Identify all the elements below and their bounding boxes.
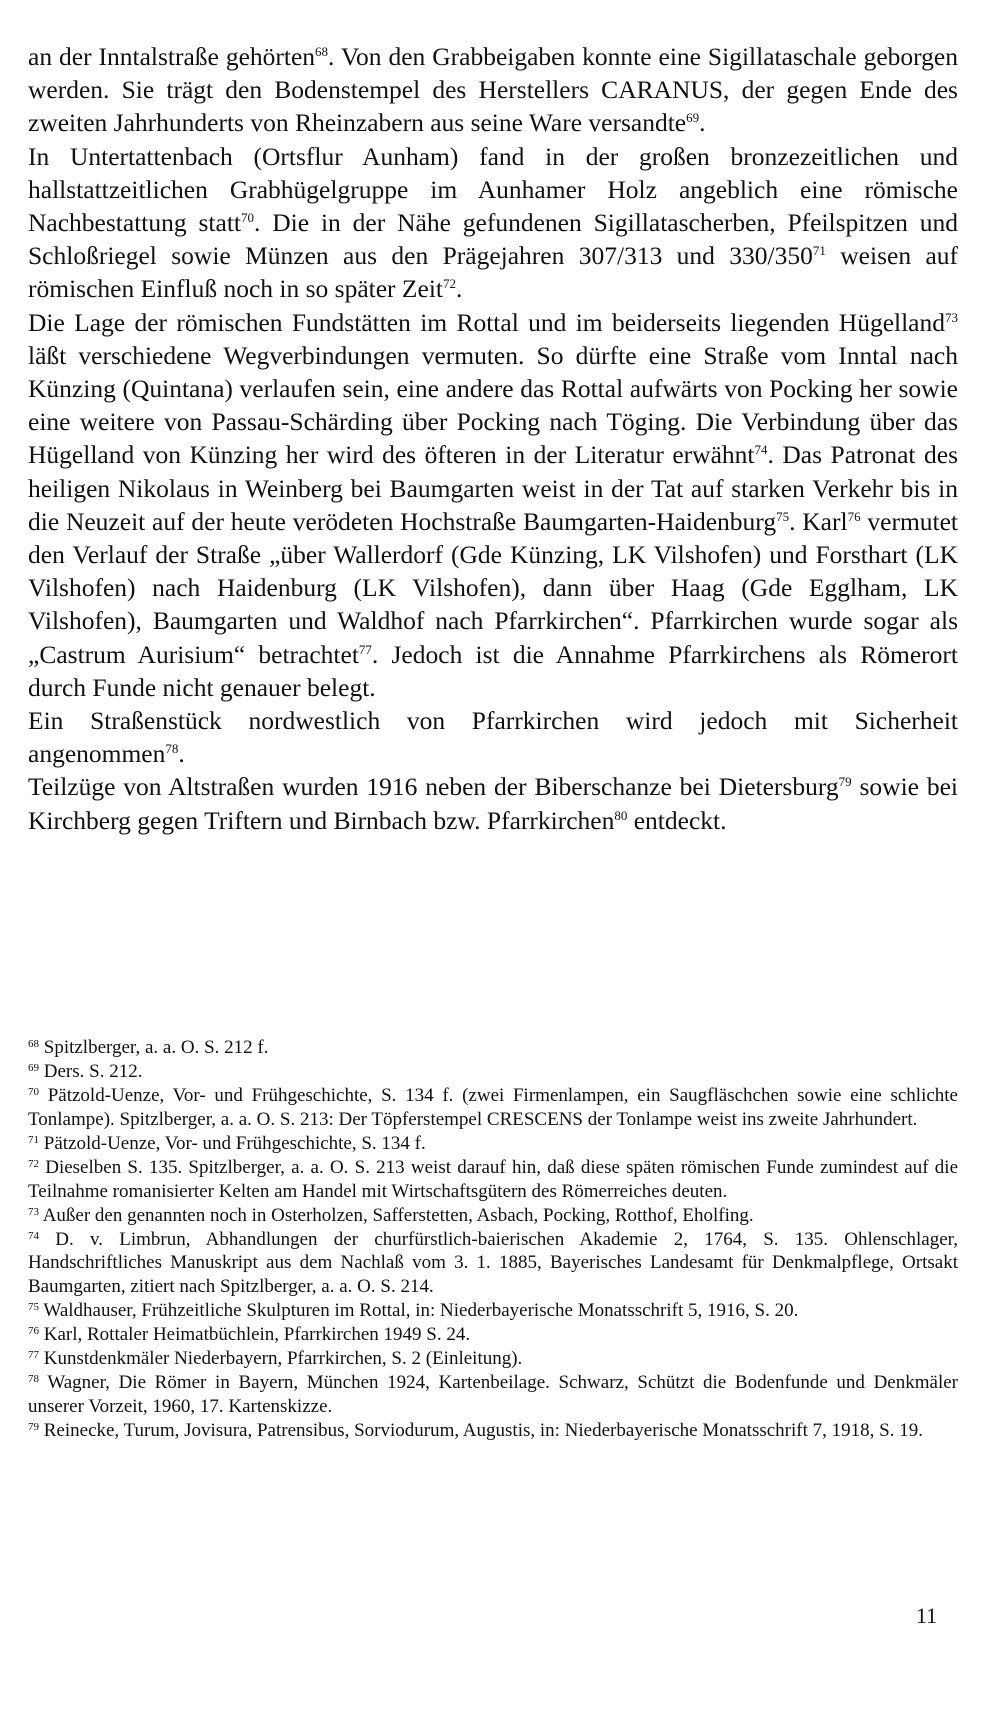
text-segment: . [178,739,185,769]
footnote-text: Spitzlberger, a. a. O. S. 212 f. [39,1037,269,1058]
footnote-reference: 68 [315,44,329,59]
footnote-text: Karl, Rottaler Heimatbüchlein, Pfarrkirchen 1949 S. 24. [39,1324,471,1346]
footnotes [28,1036,958,1443]
text-segment: . Das Patronat des heiligen Nikolaus in Weinberg bei Baumgarten weist in der Tat auf starken Verkehr bis in die Neuzeit auf der heute verödeten Hochstraße Baumgarten-Haidenburg [28,440,958,536]
footnote-number: 70 [28,1086,39,1099]
text-segment: . [699,108,706,138]
footnote-number: 71 [28,1133,39,1146]
footnote-reference: 73 [945,309,958,325]
body-paragraph [28,40,958,140]
footnote-text: Wagner, Die Römer in Bayern, München 1924, Kartenbeilage. Schwarz, Schützt die Bodenfunde und Denkmäler unserer Vorzeit, 1960, 17. Kartenskizze. [28,1372,958,1417]
footnote-number: 75 [28,1301,39,1314]
footnote-reference: 74 [754,442,768,458]
footnote [28,1371,958,1418]
text-segment: weisen auf römischen Einfluß noch in so später Zeit [28,241,958,304]
text-segment: Ein Straßenstück nordwestlich von Pfarrkirchen wird jedoch mit Sicherheit angenommen [28,706,958,769]
footnote-text: Waldhauser, Frühzeitliche Skulpturen im Rottal, in: Niederbayerische Monatsschrift 5, 1916, S. 20. [39,1300,799,1322]
footnote [28,1204,958,1228]
footnote-text: Ders. S. 212. [39,1061,143,1083]
text-segment: . Karl [789,506,848,536]
body-paragraph [28,306,958,704]
footnote-number: 72 [28,1157,39,1170]
footnote-reference: 75 [776,508,790,524]
footnote-reference: 80 [614,807,628,823]
footnote-number: 79 [28,1421,39,1433]
footnote-reference: 70 [241,210,254,226]
footnote [28,1036,958,1060]
footnote-number: 78 [28,1373,39,1386]
footnote [28,1084,958,1131]
footnote [28,1419,958,1443]
footnote-number: 74 [28,1229,39,1242]
footnote-number: 76 [28,1325,39,1338]
footnote [28,1228,958,1299]
footnote-text: D. v. Limbrun, Abhandlungen der churfürstlich-baierischen Akademie 2, 1764, S. 135. Ohlenschlager, Handschriftliches Manuskript aus dem Nachlaß vom 3. 1. 1885, Bayerisches Landesamt für Denkmalpflege, Ortsakt Baumgarten, zitiert nach Spitzlberger, a. a. O. S. 214. [28,1228,958,1297]
body-paragraph [28,140,958,306]
footnote-number: 77 [28,1349,39,1362]
text-segment: Die Lage der römischen Fundstätten im Rottal und im beiderseits liegenden Hügelland [28,307,945,337]
text-segment: In Untertattenbach (Ortsflur Aunham) fand in der großen bronzezeitlichen und hallstattzeitlichen Grabhügelgruppe im Aunhamer Holz angeblich eine römische Nachbestattung statt [28,141,958,238]
footnote-reference: 78 [165,741,179,757]
text-segment: an der Inntalstraße gehörten [28,42,316,71]
footnote-text: Dieselben S. 135. Spitzlberger, a. a. O. S. 213 weist darauf hin, daß diese späten römischen Funde zumindest auf die Teilnahme romanisierter Kelten am Handel mit Wirtschaftsgütern des Römerreiches deuten. [28,1156,958,1202]
footnote-reference: 79 [838,774,852,790]
text-segment: . Von den Grabbeigaben konnte eine Sigillataschale geborgen werden. Sie trägt den Bodenstempel des Herstellers CARANUS, der gegen Ende des zweiten Jahrhunderts von Rheinzabern aus seine Ware versandte [28,42,958,138]
text-segment: . [456,274,463,304]
footnote [28,1347,958,1371]
footnote-reference: 72 [443,276,456,292]
footnote [28,1156,958,1203]
text-segment: . Jedoch ist die Annahme Pfarrkirchens als Römerort durch Funde nicht genauer belegt. [28,639,958,702]
body-paragraph [28,770,958,836]
footnote-reference: 71 [812,243,826,259]
footnote [28,1299,958,1323]
footnote-reference: 77 [358,641,372,657]
footnote [28,1132,958,1156]
footnote-number: 68 [28,1038,39,1050]
body-paragraph [28,704,958,770]
body-text [28,40,958,837]
footnote-text: Kunstdenkmäler Niederbayern, Pfarrkirchen, S. 2 (Einleitung). [39,1348,523,1370]
footnote-number: 69 [28,1062,39,1075]
footnote-text: Außer den genannten noch in Osterholzen, Safferstetten, Asbach, Pocking, Rotthof, Eholfing. [39,1204,754,1226]
footnote-text: Reinecke, Turum, Jovisura, Patrensibus, Sorviodurum, Augustis, in: Niederbayerische Monatsschrift 7, 1918, S. 19. [39,1420,923,1441]
text-segment: vermutet den Verlauf der Straße „über Wallerdorf (Gde Künzing, LK Vilshofen) und Forsthart (LK Vilshofen) nach Haidenburg (LK Vilshofen), dann über Haag (Gde Egglham, LK Vilshofen), Baumgarten und Waldhof nach Pfarrkirchen“. Pfarrkirchen wurde sogar als „Castrum Aurisium“ betrachtet [28,506,959,669]
text-segment: . Die in der Nähe gefundenen Sigillatascherben, Pfeilspitzen und Schloßriegel sowie Münzen aus den Prägejahren 307/313 und 330/350 [28,208,958,271]
text-segment: sowie bei Kirchberg gegen Triftern und Birnbach bzw. Pfarrkirchen [28,772,958,835]
footnote-text: Pätzold-Uenze, Vor- und Frühgeschichte, S. 134 f. (zwei Firmenlampen, ein Saugfläschchen sowie eine schlichte Tonlampe). Spitzlberger, a. a. O. S. 213: Der Töpferstempel CRESCENS der Tonlampe weist ins zweite Jahrhundert. [28,1085,958,1130]
footnote-reference: 69 [686,110,700,126]
footnote [28,1060,958,1084]
text-segment: Teilzüge von Altstraßen wurden 1916 neben der Biberschanze bei Dietersburg [28,772,839,802]
footnote-text: Pätzold-Uenze, Vor- und Frühgeschichte, S. 134 f. [39,1132,426,1154]
footnote-reference: 76 [847,508,861,524]
page-number: 11 [916,1603,938,1628]
footnote-number: 73 [28,1205,39,1218]
text-segment: läßt verschiedene Wegverbindungen vermuten. So dürfte eine Straße vom Inntal nach Künzing (Quintana) verlaufen sein, eine andere das Rottal aufwärts von Pocking her sowie eine weitere von Passau-Schärding über Pocking nach Töging. Die Verbindung über das Hügelland von Künzing her wird des öfteren in der Literatur erwähnt [28,340,958,470]
footnote [28,1323,958,1347]
text-segment: entdeckt. [627,805,727,835]
